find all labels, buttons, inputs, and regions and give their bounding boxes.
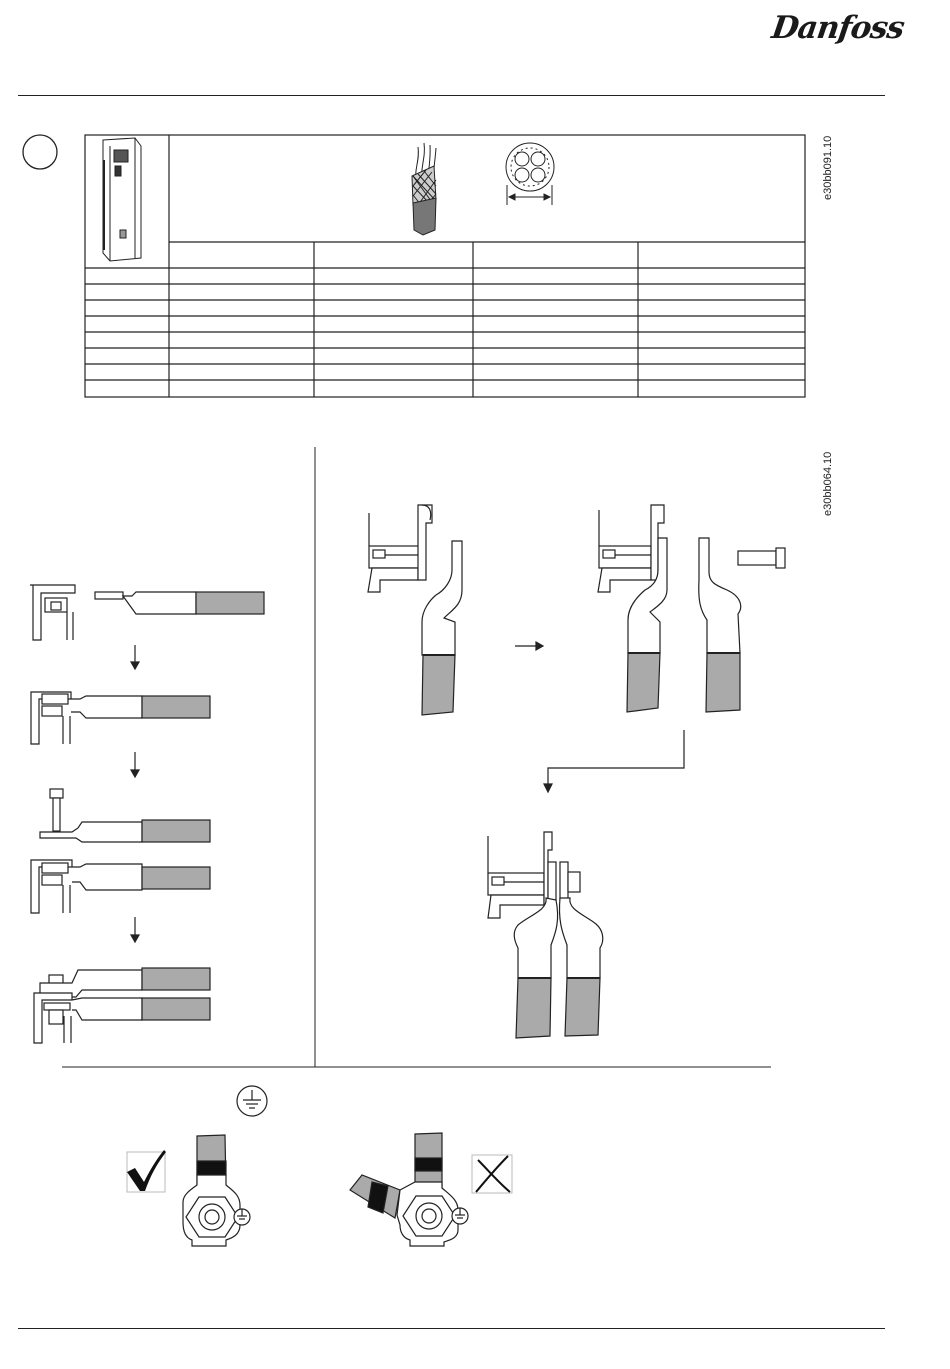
figure-code-top: e30bb091.10 [822,135,834,200]
figure-code-middle: e30bb064.10 [822,451,834,516]
brand-logo: Danfoss [769,10,906,46]
